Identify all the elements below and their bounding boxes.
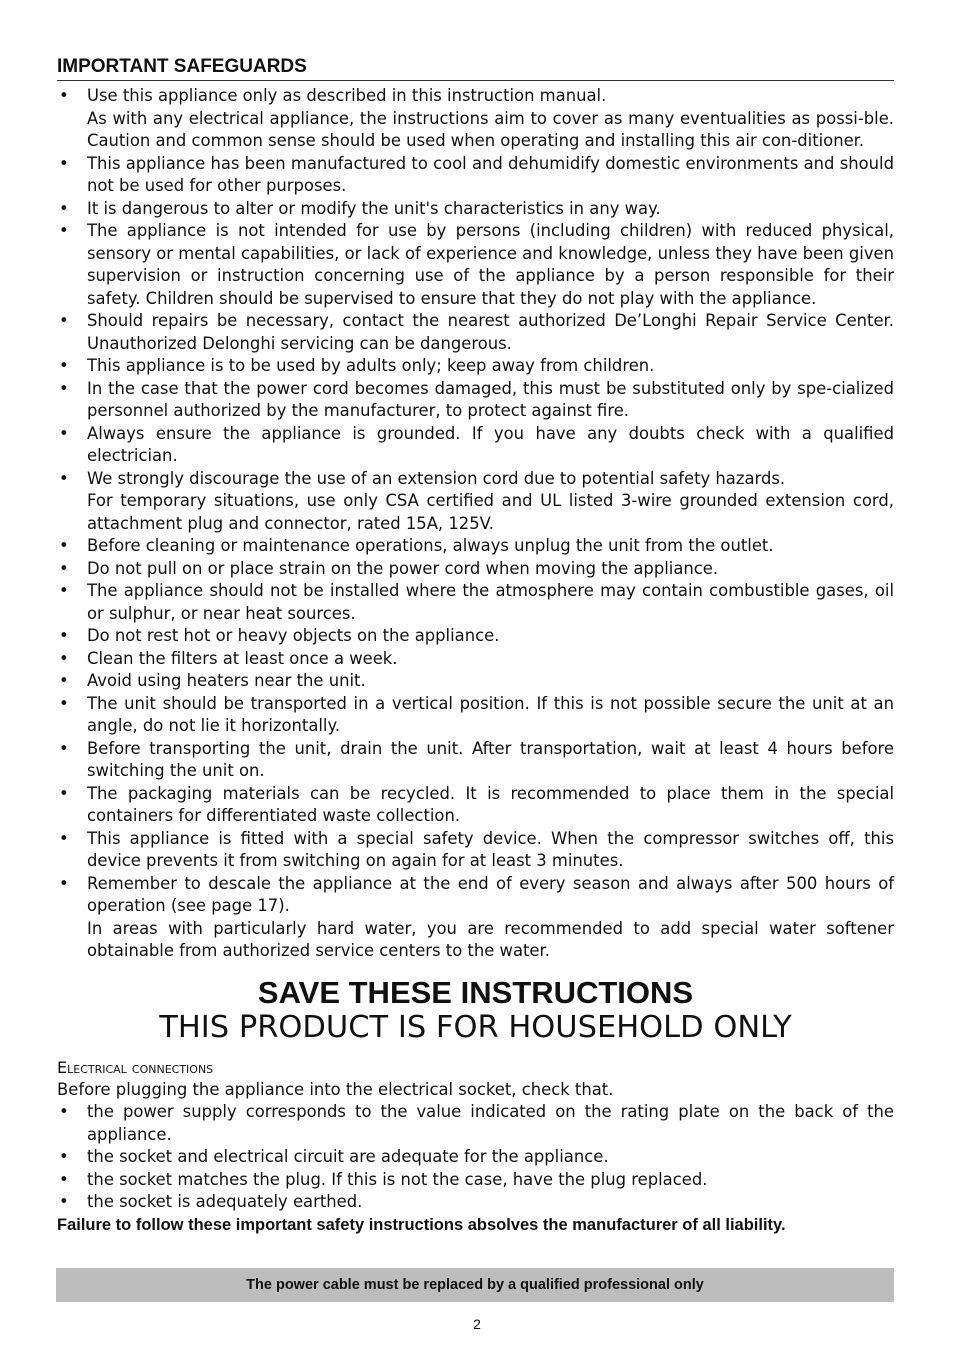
save-instructions-block <box>57 975 894 1045</box>
list-item <box>57 580 894 625</box>
list-item-text: Use this appliance only as described in this instruction manual. <box>87 86 607 105</box>
bullet-icon: • <box>59 86 69 105</box>
bullet-icon: • <box>59 423 69 443</box>
list-item-text: The packaging materials can be recycled. It is recommended to place them in the special containers for differentiated waste collection. <box>87 783 894 825</box>
bullet-icon: • <box>59 1169 69 1189</box>
list-item-text: Before cleaning or maintenance operations, always unplug the unit from the outlet. <box>87 536 774 555</box>
save-instructions-title: SAVE THESE INSTRUCTIONS <box>257 974 694 1010</box>
list-item-text: the power supply corresponds to the value indicated on the rating plate on the back of the appliance. <box>87 1102 894 1144</box>
power-cable-banner <box>56 1268 894 1302</box>
list-item <box>57 693 894 738</box>
electrical-checklist <box>57 1101 894 1214</box>
list-item <box>57 1169 894 1192</box>
bullet-icon: • <box>59 198 69 218</box>
list-item <box>57 85 894 153</box>
list-item <box>57 1101 894 1146</box>
list-item <box>57 1191 894 1214</box>
liability-note: Failure to follow these important safety instructions absolves the manufacturer of all liability. <box>57 1215 786 1234</box>
list-item-text: In the case that the power cord becomes damaged, this must be substituted only by spe-cialized personnel authorized by the manufacturer, to protect against fire. <box>87 378 894 420</box>
list-item <box>57 873 894 963</box>
list-item <box>57 153 894 198</box>
list-item-text: This appliance is fitted with a special safety device. When the compressor switches off, this device prevents it from switching on again for at least 3 minutes. <box>87 828 894 870</box>
bullet-icon: • <box>59 738 69 758</box>
list-item-text: For temporary situations, use only CSA certified and UL listed 3-wire grounded extension cord, attachment plug and connector, rated 15A, 125V. <box>87 491 894 533</box>
electrical-connections-heading: Electrical connections <box>57 1057 214 1077</box>
bullet-icon: • <box>59 558 69 578</box>
bullet-icon: • <box>59 468 69 488</box>
list-item-text: The appliance should not be installed where the atmosphere may contain combustible gases, oil or sulphur, or near heat sources. <box>87 581 894 623</box>
list-item-text: Always ensure the appliance is grounded. If you have any doubts check with a qualified electrician. <box>87 423 894 465</box>
list-item <box>57 198 894 221</box>
bullet-icon: • <box>59 1102 69 1121</box>
list-item <box>57 355 894 378</box>
bullet-icon: • <box>59 536 69 555</box>
bullet-icon: • <box>59 671 69 690</box>
list-item-text: Before transporting the unit, drain the unit. After transportation, wait at least 4 hours before switching the unit on. <box>87 738 894 780</box>
list-item-text: Should repairs be necessary, contact the nearest authorized De’Longhi Repair Service Center. Unauthorized Delonghi servicing can be dangerous. <box>87 311 894 353</box>
bullet-icon: • <box>59 873 69 893</box>
bullet-icon: • <box>59 311 69 330</box>
bullet-icon: • <box>59 1192 69 1211</box>
list-item <box>57 220 894 310</box>
list-item <box>57 738 894 783</box>
bullet-icon: • <box>59 378 69 398</box>
bullet-icon: • <box>59 153 69 173</box>
list-item-text: the socket and electrical circuit are adequate for the appliance. <box>87 1147 609 1166</box>
electrical-intro: Before plugging the appliance into the electrical socket, check that. <box>57 1079 614 1099</box>
bullet-icon: • <box>59 581 69 600</box>
list-item <box>57 558 894 581</box>
list-item-text: The unit should be transported in a vertical position. If this is not possible secure the unit at an angle, do not lie it horizontally. <box>87 693 894 735</box>
bullet-icon: • <box>59 693 69 713</box>
household-only-title: THIS PRODUCT IS FOR HOUSEHOLD ONLY <box>159 1009 792 1045</box>
power-cable-banner-text: The power cable must be replaced by a qualified professional only <box>246 1277 704 1293</box>
list-item-text: Avoid using heaters near the unit. <box>87 671 366 690</box>
list-item-text: The appliance is not intended for use by persons (including children) with reduced physical, sensory or mental capabilities, or lack of experience and knowledge, unless they have been given supervision or instruction concerning use of the appliance by a person responsible for their safety. Children should be supervised to ensure that they do not play with the appliance. <box>87 221 894 308</box>
list-item-text: This appliance is to be used by adults only; keep away from children. <box>87 356 655 375</box>
bullet-icon: • <box>59 828 69 848</box>
list-item-text: As with any electrical appliance, the instructions aim to cover as many eventualities as possi-ble. Caution and common sense should be used when operating and installing this air con-ditioner. <box>87 108 894 150</box>
list-item-text: We strongly discourage the use of an extension cord due to potential safety hazards. <box>87 468 786 488</box>
list-item-text: Remember to descale the appliance at the end of every season and always after 500 hours of operation (see page 17). <box>87 873 894 915</box>
list-item-text: It is dangerous to alter or modify the unit's characteristics in any way. <box>87 198 661 218</box>
list-item <box>57 423 894 468</box>
safeguards-heading: IMPORTANT SAFEGUARDS <box>57 55 894 81</box>
list-item-text: In areas with particularly hard water, you are recommended to add special water softener obtainable from authorized service centers to the water. <box>87 918 894 960</box>
bullet-icon: • <box>59 1147 69 1166</box>
list-item-text: Do not rest hot or heavy objects on the appliance. <box>87 626 500 645</box>
list-item <box>57 648 894 671</box>
page-content <box>57 55 894 1236</box>
list-item-text: the socket matches the plug. If this is not the case, have the plug replaced. <box>87 1169 708 1189</box>
list-item <box>57 1146 894 1169</box>
list-item-text: Do not pull on or place strain on the power cord when moving the appliance. <box>87 558 719 578</box>
list-item <box>57 468 894 536</box>
list-item <box>57 378 894 423</box>
bullet-icon: • <box>59 356 69 375</box>
list-item-text: This appliance has been manufactured to cool and dehumidify domestic environments and should not be used for other purposes. <box>87 153 894 195</box>
list-item <box>57 535 894 558</box>
bullet-icon: • <box>59 783 69 803</box>
list-item <box>57 625 894 648</box>
bullet-icon: • <box>59 221 69 240</box>
list-item-text: the socket is adequately earthed. <box>87 1192 363 1211</box>
bullet-icon: • <box>59 626 69 645</box>
list-item <box>57 670 894 693</box>
list-item-text: Clean the filters at least once a week. <box>87 648 398 668</box>
bullet-icon: • <box>59 648 69 668</box>
safeguards-list <box>57 85 894 963</box>
list-item <box>57 783 894 828</box>
list-item <box>57 828 894 873</box>
page-number: 2 <box>473 1316 481 1332</box>
list-item <box>57 310 894 355</box>
